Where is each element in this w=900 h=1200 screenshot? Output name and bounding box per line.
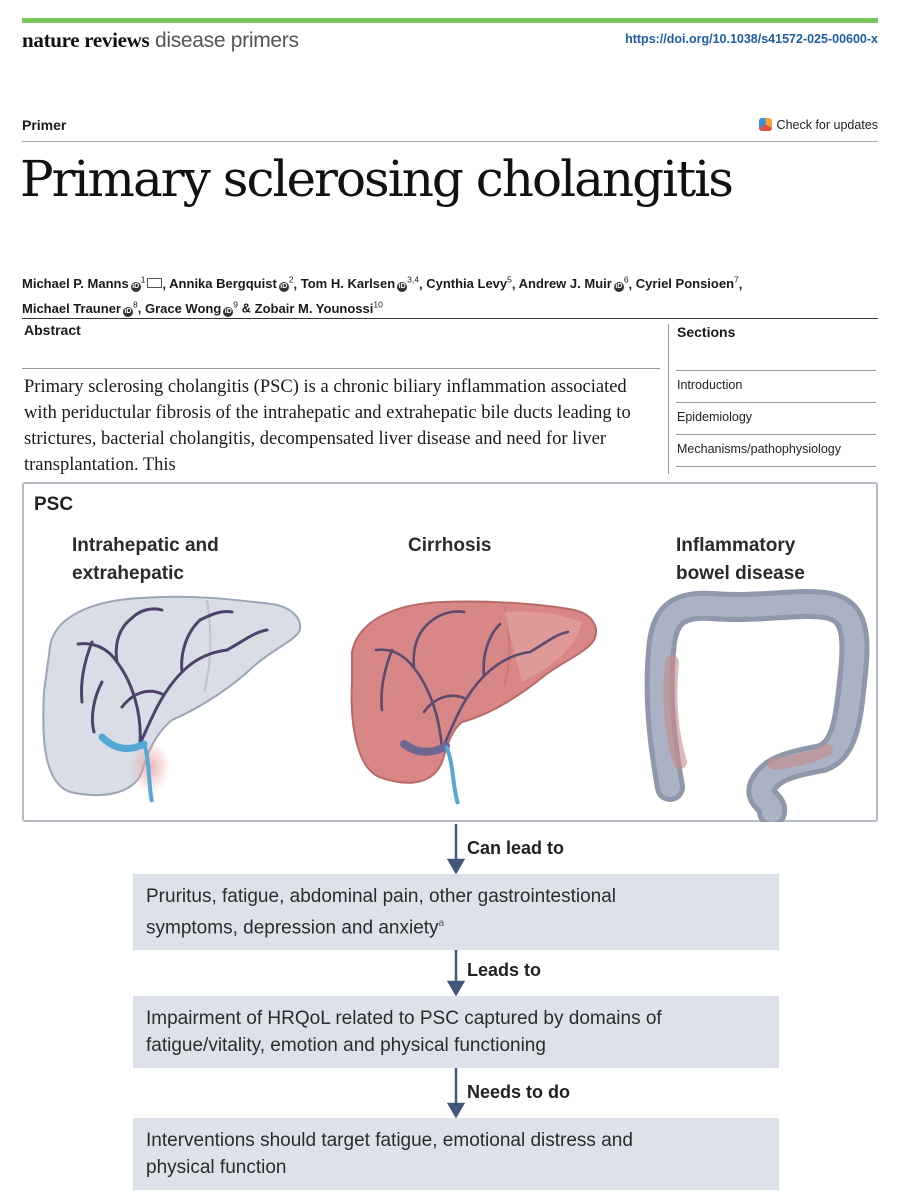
arrow-label-can-lead-to: Can lead to bbox=[467, 838, 565, 858]
abstract-text: Primary sclerosing cholangitis (PSC) is a chronic biliary inflammation associated with periductular fibrosis of the intrahepatic and extrahepatic bile ducts leading to strictures, bacterial cholangitis, decompensated liver disease and need for liver transplantation. This bbox=[24, 377, 631, 475]
journal-name-light: disease primers bbox=[154, 29, 299, 52]
section-link-introduction[interactable]: Introduction bbox=[677, 378, 743, 392]
orcid-icon[interactable]: iD bbox=[224, 307, 232, 315]
section-link-mechanisms[interactable]: Mechanisms/pathophysiology bbox=[677, 442, 841, 456]
orcid-icon[interactable]: iD bbox=[124, 307, 132, 315]
author-list: Michael P. Manns $iD^1$ , Annika Bergquist $iD^2$, Tom H. Karlsen iD$^{3,4}$, Cynthia Levy$^5$, Andrew J. Muir $iD^6$, Cyriel Ponsioen$^7$, Michael Trauner $iD^8$, Grace Wong $iD^9$ & Zobair M. Younossi$^{10}$ bbox=[22, 275, 743, 316]
panel-label-cirrhosis: Cirrhosis bbox=[408, 535, 492, 556]
arrow-head bbox=[449, 1104, 463, 1116]
author-item[interactable]: Zobair M. Younossi$^{10}$ bbox=[254, 299, 383, 316]
flow-box-hrqol: Impairment of HRQoL related to PSC captured by domains of fatigue/vitality, emotion and physical functioning bbox=[133, 996, 779, 1068]
author-item[interactable]: Tom H. Karlsen iD$^{3,4}$ bbox=[300, 275, 419, 292]
flow-box-symptoms: Pruritus, fatigue, abdominal pain, other gastrointestional symptoms, depression and anxiety$^a$ bbox=[133, 874, 779, 950]
arrow-label-leads-to: Leads to bbox=[467, 960, 542, 980]
author-item[interactable]: Michael P. Manns $iD^1$ bbox=[22, 276, 162, 291]
panel-label-intrahepatic: Intrahepatic and extrahepatic bbox=[72, 535, 219, 584]
arrow-label-needs-to-do: Needs to do bbox=[467, 1082, 571, 1102]
page-title: Primary sclerosing cholangitis bbox=[20, 150, 732, 208]
journal-name-bold: nature reviews bbox=[22, 28, 150, 52]
flow-box-interventions: Interventions should target fatigue, emotional distress and physical function bbox=[133, 1118, 779, 1190]
author-item[interactable]: Michael Trauner $iD^8$ bbox=[22, 299, 138, 316]
orcid-icon[interactable]: iD bbox=[280, 283, 288, 291]
doi-link[interactable]: https://doi.org/10.1038/s41572-025-00600-x bbox=[625, 32, 878, 46]
orcid-icon[interactable]: iD bbox=[398, 283, 406, 291]
author-item[interactable]: Cynthia Levy$^5$ bbox=[426, 275, 512, 292]
arrow-head bbox=[449, 860, 463, 872]
arrow-head bbox=[449, 982, 463, 994]
abstract-heading: Abstract bbox=[24, 322, 81, 338]
figure-title: PSC bbox=[34, 494, 74, 515]
author-item[interactable]: Annika Bergquist $iD^2$ bbox=[169, 275, 294, 292]
section-link-epidemiology[interactable]: Epidemiology bbox=[677, 410, 753, 424]
orcid-icon[interactable]: iD bbox=[615, 283, 623, 291]
check-updates-label: Check for updates bbox=[776, 118, 878, 132]
panel-label-ibd: Inflammatory bowel disease bbox=[676, 535, 805, 584]
author-item[interactable]: Grace Wong $iD^9$ bbox=[144, 299, 239, 316]
orcid-icon[interactable]: iD bbox=[132, 283, 140, 291]
sections-heading: Sections bbox=[677, 324, 736, 340]
article-type: Primer bbox=[22, 117, 67, 133]
author-item[interactable]: Cyriel Ponsioen$^7$ bbox=[635, 275, 739, 292]
author-item[interactable]: Andrew J. Muir $iD^6$ bbox=[518, 275, 629, 292]
